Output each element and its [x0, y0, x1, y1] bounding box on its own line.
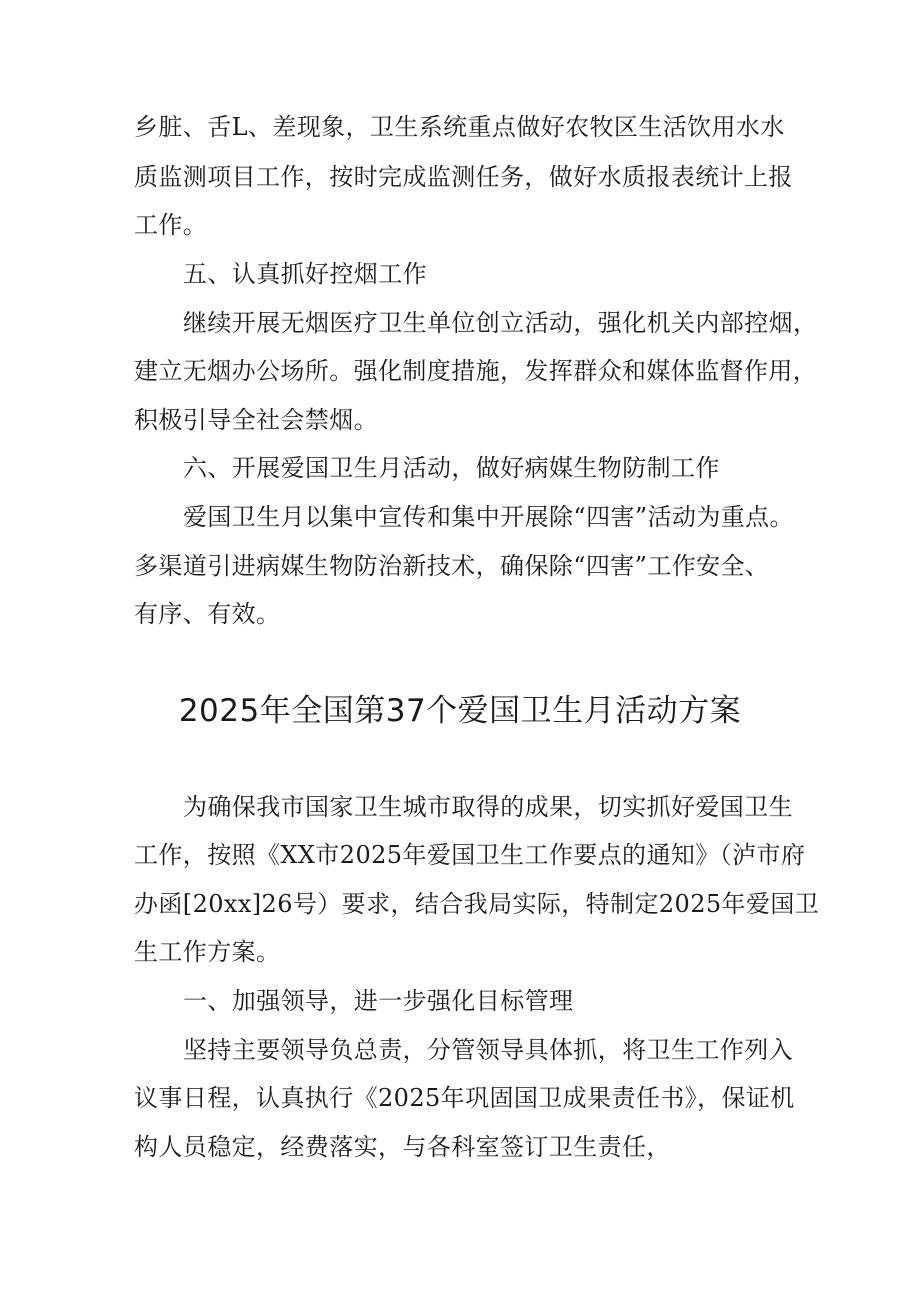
section-heading: 六、开展爱国卫生月活动，做好病媒生物防制工作 [183, 454, 720, 482]
paragraph-line: 质监测项目工作，按时完成监测任务，做好水质报表统计上报 [134, 163, 793, 191]
paragraph-line: 坚持主要领导负总责，分管领导具体抓，将卫生工作列入 [183, 1036, 793, 1064]
paragraph-line: 多渠道引进病媒生物防治新技术，确保除“四害”工作安全、 [134, 552, 770, 580]
paragraph-line: 乡脏、舌L、差现象，卫生系统重点做好农牧区生活饮用水水 [134, 113, 785, 141]
document-title: 2025年全国第37个爱国卫生月活动方案 [178, 693, 742, 729]
paragraph-line: 积极引导全社会禁烟。 [134, 406, 378, 434]
paragraph-line: 构人员稳定，经费落实，与各科室签订卫生责任， [134, 1133, 671, 1161]
paragraph-line: 爱国卫生月以集中宣传和集中开展除“四害”活动为重点。 [183, 503, 794, 531]
paragraph-line: 有序、有效。 [134, 600, 281, 628]
paragraph-line: 议事日程，认真执行《2025年巩固国卫成果责任书》，保证机 [134, 1084, 795, 1112]
section-heading: 五、认真抓好控烟工作 [183, 260, 427, 288]
paragraph-line: 继续开展无烟医疗卫生单位创立活动，强化机关内部控烟， [183, 309, 818, 337]
paragraph-line: 工作，按照《XX市2025年爱国卫生工作要点的通知》（泸市府 [134, 841, 806, 869]
paragraph-line: 生工作方案。 [134, 938, 281, 966]
section-heading: 一、加强领导，进一步强化目标管理 [183, 987, 574, 1015]
paragraph-line: 建立无烟办公场所。强化制度措施，发挥群众和媒体监督作用， [134, 357, 818, 385]
paragraph-line: 工作。 [134, 211, 208, 239]
paragraph-line: 办函[20xx]26号）要求，结合我局实际，特制定2025年爱国卫 [134, 890, 820, 918]
paragraph-line: 为确保我市国家卫生城市取得的成果，切实抓好爱国卫生 [183, 793, 793, 821]
